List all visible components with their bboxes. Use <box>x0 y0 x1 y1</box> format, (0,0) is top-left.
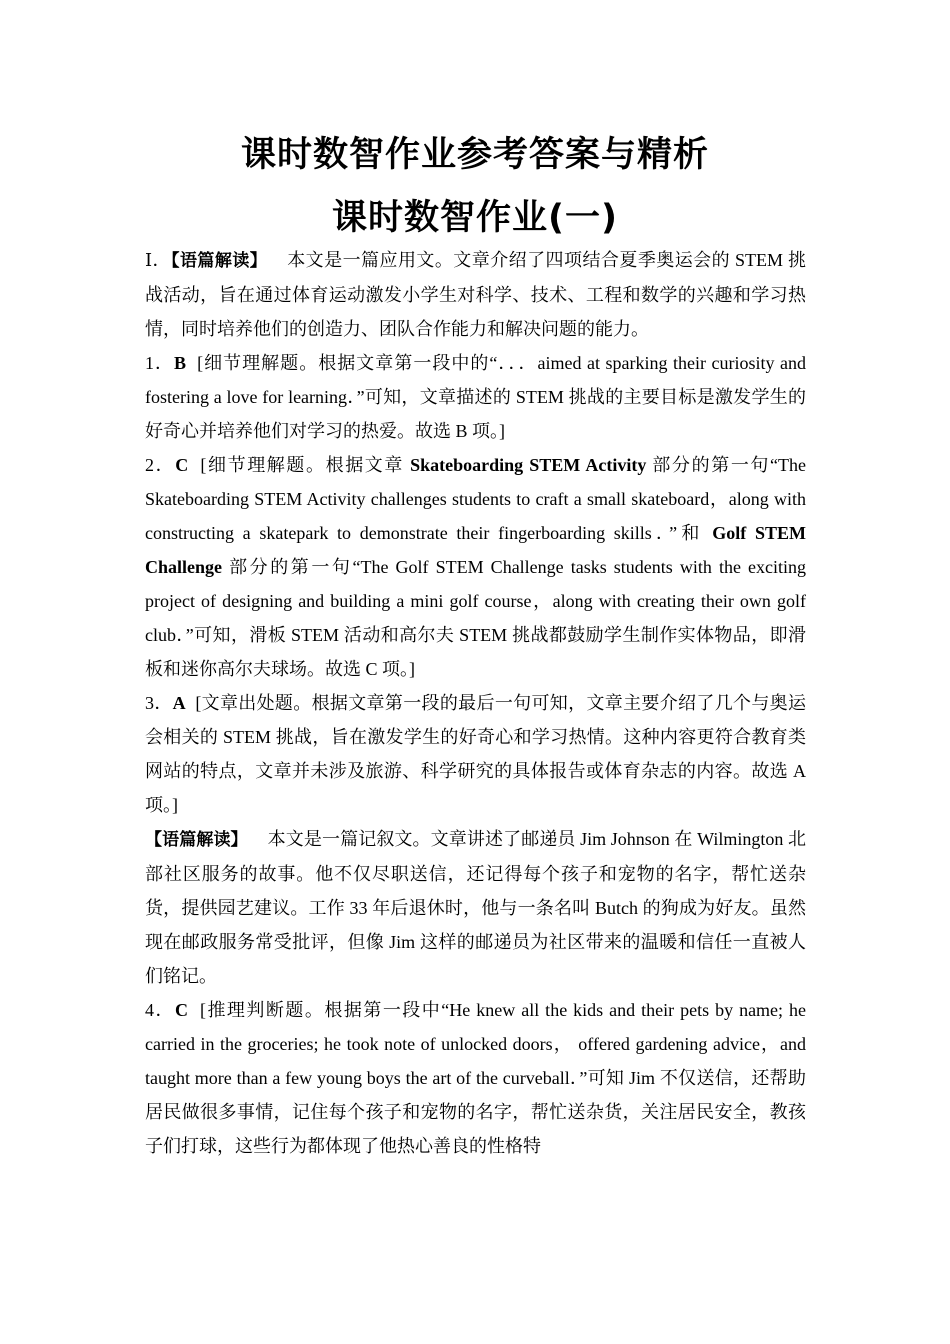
answer-4-letter: C <box>174 1000 188 1020</box>
answer-2 <box>145 448 806 686</box>
section1-head: 【语篇解读】 <box>171 251 268 271</box>
section2-text: 本文是一篇记叙文。文章讲述了邮递员 Jim Johnson 在 Wilmington 北部社区服务的故事。他不仅尽职送信，还记得每个孩子和宠物的名字，帮忙送杂货，提供园艺建议。工作 33 年后退休时，他与一条名叫 Butch 的狗成为好友。虽然现在邮政服务常受批评，但像 Jim 这样的邮递员为社区带来的温暖和信任一直被人们铭记。 <box>145 829 807 986</box>
section1-prefix: Ⅰ． <box>145 250 172 270</box>
main-title: 课时数智作业参考答案与精析 <box>240 135 709 175</box>
sub-title: 课时数智作业(一) <box>332 198 618 238</box>
section2-reading-note <box>145 822 806 993</box>
answer-2-text-1: [细节理解题。根据文章 <box>200 455 411 475</box>
section1-text: 本文是一篇应用文。文章介绍了四项结合夏季奥运会的 STEM 挑战活动，旨在通过体育运动激发小学生对科学、技术、工程和数学的兴趣和学习热情，同时培养他们的创造力、团队合作能力和解决问题的能力。 <box>145 250 806 339</box>
answer-1-text: [细节理解题。根据文章第一段中的“．．．aimed at sparking their curiosity and fostering a love for learning．”可知，文章描述的 STEM 挑战的主要目标是激发学生的好奇心并培养他们对学习的热爱。故选 B 项。] <box>145 353 807 441</box>
answer-4 <box>145 993 806 1163</box>
answer-2-text-2: 部分的第一句“The Skateboarding STEM Activity challenges students to craft a small skateboard，along with constructing a skatepark to demonstrate their fingerboarding skills．”和 <box>145 455 806 543</box>
section2-head: 【语篇解读】 <box>145 830 248 850</box>
answer-2-text-3: 部分的第一句“The Golf STEM Challenge tasks students with the exciting project of designing and building a mini golf course，along with creating their own golf club．”可知，滑板 STEM 活动和高尔夫 STEM 挑战都鼓励学生制作实体物品，即滑板和迷你高尔夫球场。故选 C 项。] <box>145 557 806 679</box>
answer-3-letter: A <box>172 693 186 713</box>
answer-3-number: 3． <box>145 693 173 713</box>
answer-2-number: 2． <box>145 455 176 475</box>
answer-3-text: [文章出处题。根据文章第一段的最后一句可知，文章主要介绍了几个与奥运会相关的 STEM 挑战，旨在激发学生的好奇心和学习热情。这种内容更符合教育类网站的特点，文章并未涉及旅游、科学研究的具体报告或体育杂志的内容。故选 A 项。] <box>145 693 807 815</box>
answer-1 <box>145 346 806 448</box>
answer-body <box>145 243 806 1163</box>
answer-1-letter: B <box>174 353 187 373</box>
answer-4-text: [推理判断题。根据第一段中“He knew all the kids and their pets by name; he carried in the groceries; he took note of unlocked doors， offered gardening advice，and taught more than a few young boys the art of the curveball．”可知 Jim 不仅送信，还帮助居民做很多事情，记住每个孩子和宠物的名字，帮忙送杂货，关注居民安全，教孩子们打球，这些行为都体现了他热心善良的性格特 <box>145 1000 807 1156</box>
answer-2-bold-2: Golf STEM Challenge <box>145 523 806 577</box>
answer-3 <box>145 686 806 822</box>
answer-1-number: 1． <box>145 353 175 373</box>
answer-4-number: 4． <box>145 1000 175 1020</box>
answer-2-letter: C <box>175 455 189 475</box>
section1-reading-note <box>145 243 806 346</box>
answer-2-bold-1: Skateboarding STEM Activity <box>410 455 647 475</box>
